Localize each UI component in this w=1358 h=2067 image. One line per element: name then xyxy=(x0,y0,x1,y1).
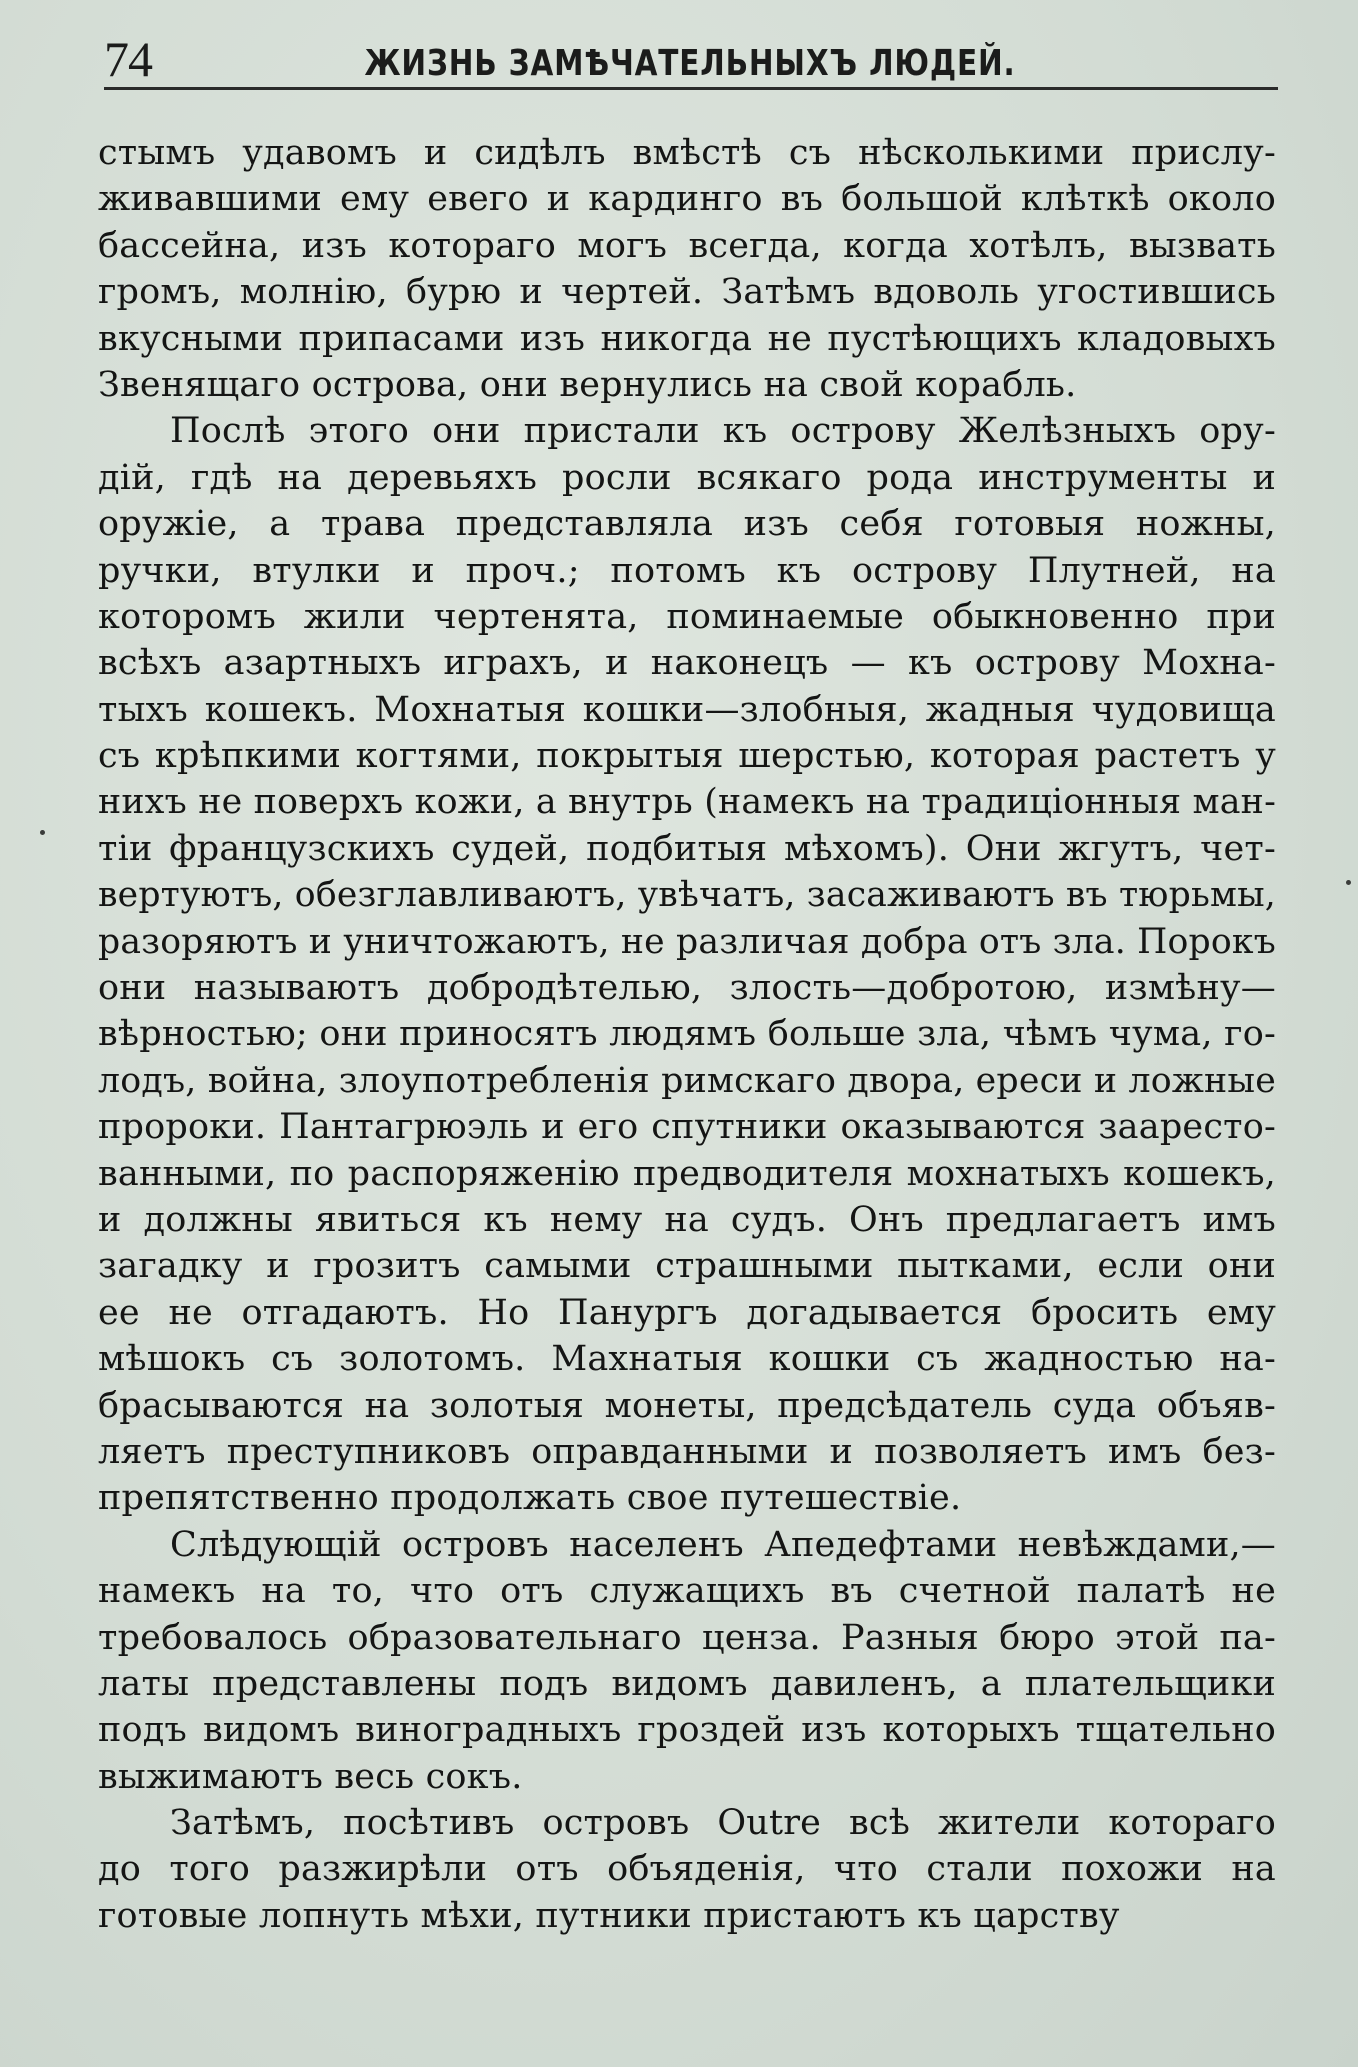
text-line: бассейна, изъ котораго могъ всегда, когда хотѣлъ, вызвать xyxy=(98,225,1276,266)
paragraph xyxy=(98,1800,1276,1939)
text-line: тыхъ кошекъ. Мохнатыя кошки—злобныя, жадныя чудовища xyxy=(98,689,1276,730)
text-line: вертуютъ, обезглавливаютъ, увѣчатъ, засаживаютъ въ тюрьмы, xyxy=(98,875,1277,916)
text-line: до того разжирѣли отъ объяденія, что стали похожи на xyxy=(98,1849,1276,1890)
text-line: мѣшокъ съ золотомъ. Махнатыя кошки съ жадностью на- xyxy=(98,1339,1276,1380)
text-line: всѣхъ азартныхъ играхъ, и наконецъ — къ острову Мохна- xyxy=(98,643,1276,684)
text-line: оружіе, а трава представляла изъ себя готовыя ножны, xyxy=(98,504,1276,545)
text-line: Слѣдующій островъ населенъ Апедефтами невѣждами,— xyxy=(170,1524,1276,1565)
header-rule xyxy=(104,87,1278,90)
text-line: вкусными припасами изъ никогда не пустѣющихъ кладовыхъ xyxy=(98,318,1276,359)
text-line: живавшими ему евего и кардинго въ большой клѣткѣ около xyxy=(98,179,1276,220)
text-line: лодъ, война, злоупотребленія римскаго двора, ереси и ложные xyxy=(98,1060,1276,1101)
text-line: громъ, молнію, бурю и чертей. Затѣмъ вдоволь угостившись xyxy=(98,272,1276,313)
body-text xyxy=(98,130,1276,1939)
text-line: выжимаютъ весь сокъ. xyxy=(98,1756,523,1797)
text-line: они называютъ добродѣтелью, злость—добротою, измѣну— xyxy=(98,968,1276,1009)
paragraph xyxy=(98,408,1276,1521)
text-line: латы представлены подъ видомъ давиленъ, а плательщики xyxy=(98,1663,1276,1704)
text-line: брасываются на золотыя монеты, предсѣдатель суда объяв- xyxy=(98,1385,1276,1426)
text-line: подъ видомъ виноградныхъ гроздей изъ которыхъ тщательно xyxy=(98,1710,1276,1751)
text-line: Послѣ этого они пристали къ острову Желѣзныхъ ору- xyxy=(170,411,1276,452)
text-line: требовалось образовательнаго ценза. Разныя бюро этой па- xyxy=(98,1617,1276,1658)
text-line: тіи французскихъ судей, подбитыя мѣхомъ). Они жгутъ, чет- xyxy=(98,828,1276,869)
text-line: препятственно продолжать свое путешествіе. xyxy=(98,1478,962,1519)
text-line: дій, гдѣ на деревьяхъ росли всякаго рода инструменты и xyxy=(98,457,1276,498)
text-line: ванными, по распоряженію предводителя мохнатыхъ кошекъ, xyxy=(98,1153,1276,1194)
text-line: ее не отгадаютъ. Но Панургъ догадывается бросить ему xyxy=(98,1292,1276,1333)
text-line: ляетъ преступниковъ оправданными и позволяетъ имъ без- xyxy=(98,1431,1276,1472)
running-title: ЖИЗНЬ ЗАМѢЧАТЕЛЬНЫХЪ ЛЮДЕЙ. xyxy=(364,43,1016,84)
text-line: стымъ удавомъ и сидѣлъ вмѣстѣ съ нѣсколькими прислу- xyxy=(98,133,1276,173)
text-line: и должны явиться къ нему на судъ. Онъ предлагаетъ имъ xyxy=(98,1199,1276,1240)
text-line: которомъ жили чертенята, поминаемые обыкновенно при xyxy=(98,596,1276,637)
paragraph xyxy=(98,130,1276,408)
text-line: загадку и грозитъ самыми страшными пытками, если они xyxy=(98,1246,1276,1287)
text-line: ручки, втулки и проч.; потомъ къ острову Плутней, на xyxy=(98,550,1276,591)
page-number: 74 xyxy=(104,31,152,87)
text-line: намекъ на то, что отъ служащихъ въ счетной палатѣ не xyxy=(98,1571,1276,1612)
text-line: нихъ не поверхъ кожи, а внутрь (намекъ на традиціонныя ман- xyxy=(98,782,1277,823)
text-line: Затѣмъ, посѣтивъ островъ Outre всѣ жители котораго xyxy=(170,1803,1276,1844)
text-line: съ крѣпкими когтями, покрытыя шерстью, которая растетъ у xyxy=(98,736,1276,777)
page-header xyxy=(104,24,1276,94)
text-line: разоряютъ и уничтожаютъ, не различая добра отъ зла. Порокъ xyxy=(98,921,1276,962)
text-line: пророки. Пантагрюэль и его спутники оказываются заaресто- xyxy=(98,1107,1276,1148)
text-line: готовые лопнуть мѣхи, путники пристаютъ къ царству xyxy=(98,1895,1120,1936)
text-line: Звенящаго острова, они вернулись на свой корабль. xyxy=(98,364,1077,405)
ink-speck xyxy=(40,830,45,835)
paragraph xyxy=(98,1522,1276,1800)
text-line: вѣрностью; они приносятъ людямъ больше зла, чѣмъ чума, го- xyxy=(98,1014,1276,1055)
ink-speck xyxy=(1346,880,1351,885)
